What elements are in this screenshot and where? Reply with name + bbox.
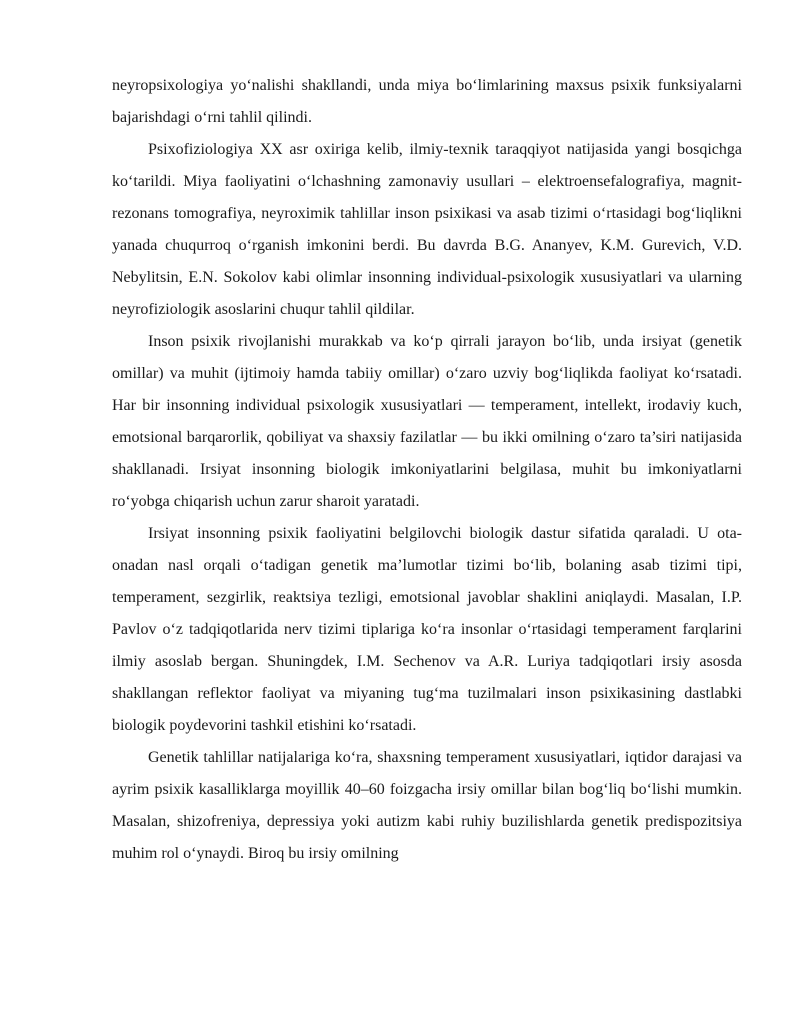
paragraph-genetic-analysis: Genetik tahlillar natijalariga ko‘ra, shaxsning temperament xususiyatlari, iqtidor darajasi va ayrim psixik kasalliklarga moyillik 40–60 foizgacha irsiy omillar bilan bog‘liq bo‘lishi mumkin. Masalan, shizofreniya, depressiya yoki autizm kabi ruhiy buzilishlarda genetik predispozitsiya muhim rol o‘ynaydi. Biroq bu irsiy omilning bbox=[112, 749, 742, 862]
paragraph-continuation: neyropsixologiya yo‘nalishi shakllandi, unda miya bo‘limlarining maxsus psixik funksiyalarni bajarishdagi o‘rni tahlil qilindi. bbox=[112, 77, 742, 126]
paragraph-heredity: Irsiyat insonning psixik faoliyatini belgilovchi biologik dastur sifatida qaraladi. U ota-onadan nasl orqali o‘tadigan genetik ma’lumotlar tizimi bo‘lib, bolaning asab tizimi tipi, temperament, sezgirlik, reaktsiya tezligi, emotsional javoblar shaklini aniqlaydi. Masalan, I.P. Pavlov o‘z tadqiqotlarida nerv tizimi tiplariga ko‘ra insonlar o‘rtasidagi temperament farqlarini ilmiy asoslab bergan. Shuningdek, I.M. Sechenov va A.R. Luriya tadqiqotlari irsiy asosda shakllangan reflektor faoliyat va miyaning tug‘ma tuzilmalari inson psixikasining dastlabki biologik poydevorini tashkil etishini ko‘rsatadi. bbox=[112, 525, 742, 734]
body-text bbox=[112, 70, 742, 870]
paragraph-psychophysiology: Psixofiziologiya XX asr oxiriga kelib, ilmiy-texnik taraqqiyot natijasida yangi bosqichga ko‘tarildi. Miya faoliyatini o‘lchashning zamonaviy usullari – elektroensefalografiya, magnit-rezonans tomografiya, neyroximik tahlillar inson psixikasi va asab tizimi o‘rtasidagi bog‘liqlikni yanada chuqurroq o‘rganish imkonini berdi. Bu davrda B.G. Ananyev, K.M. Gurevich, V.D. Nebylitsin, E.N. Sokolov kabi olimlar insonning individual-psixologik xususiyatlari va ularning neyrofiziologik asoslarini chuqur tahlil qildilar. bbox=[112, 141, 742, 318]
paragraph-development: Inson psixik rivojlanishi murakkab va ko‘p qirrali jarayon bo‘lib, unda irsiyat (genetik omillar) va muhit (ijtimoiy hamda tabiiy omillar) o‘zaro uzviy bog‘liqlikda faoliyat ko‘rsatadi. Har bir insonning individual psixologik xususiyatlari — temperament, intellekt, irodaviy kuch, emotsional barqarorlik, qobiliyat va shaxsiy fazilatlar — bu ikki omilning o‘zaro ta’siri natijasida shakllanadi. Irsiyat insonning biologik imkoniyatlarini belgilasa, muhit bu imkoniyatlarni ro‘yobga chiqarish uchun zarur sharoit yaratadi. bbox=[112, 333, 742, 510]
